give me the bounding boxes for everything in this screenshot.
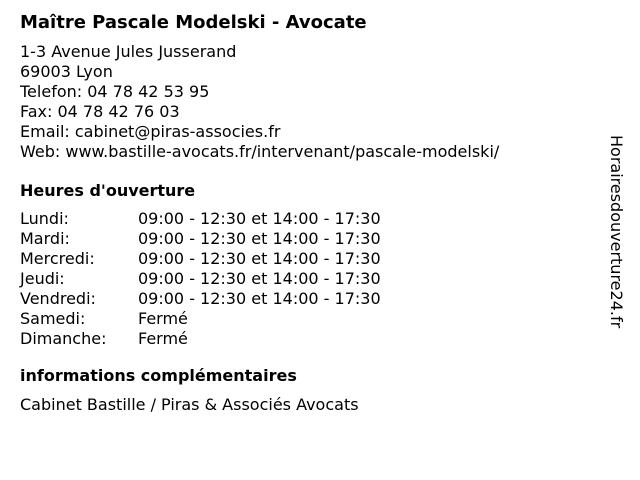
time-value: Fermé	[138, 309, 188, 328]
hours-row-monday	[20, 209, 600, 229]
hours-row-friday	[20, 289, 600, 309]
info-heading: informations complémentaires	[20, 366, 297, 385]
time-value: 09:00 - 12:30 et 14:00 - 17:30	[138, 289, 381, 308]
address-street: 1-3 Avenue Jules Jusserand	[20, 42, 237, 61]
page-title: Maître Pascale Modelski - Avocate	[20, 12, 367, 33]
day-label: Mardi:	[20, 229, 70, 248]
day-label: Jeudi:	[20, 269, 65, 288]
day-label: Lundi:	[20, 209, 69, 228]
time-value: 09:00 - 12:30 et 14:00 - 17:30	[138, 249, 381, 268]
time-value: 09:00 - 12:30 et 14:00 - 17:30	[138, 269, 381, 288]
hours-row-thursday	[20, 269, 600, 289]
day-label: Samedi:	[20, 309, 86, 328]
hours-row-wednesday	[20, 249, 600, 269]
hours-row-saturday	[20, 309, 600, 329]
opening-hours-table	[20, 209, 600, 349]
hours-heading: Heures d'ouverture	[20, 181, 196, 200]
day-label: Dimanche:	[20, 329, 107, 348]
phone-number: Telefon: 04 78 42 53 95	[20, 82, 210, 101]
time-value: 09:00 - 12:30 et 14:00 - 17:30	[138, 209, 381, 228]
watermark-text: Horairesdouverture24.fr	[607, 135, 626, 329]
day-label: Vendredi:	[20, 289, 96, 308]
email-address: Email: cabinet@piras-associes.fr	[20, 122, 281, 141]
time-value: 09:00 - 12:30 et 14:00 - 17:30	[138, 229, 381, 248]
business-card	[20, 10, 600, 415]
website-url: Web: www.bastille-avocats.fr/intervenant/pascale-modelski/	[20, 142, 500, 161]
contact-block	[20, 42, 600, 162]
address-city: 69003 Lyon	[20, 62, 113, 81]
fax-number: Fax: 04 78 42 76 03	[20, 102, 180, 121]
info-text: Cabinet Bastille / Piras & Associés Avocats	[20, 395, 359, 414]
hours-row-sunday	[20, 329, 600, 349]
hours-row-tuesday	[20, 229, 600, 249]
time-value: Fermé	[138, 329, 188, 348]
day-label: Mercredi:	[20, 249, 95, 268]
